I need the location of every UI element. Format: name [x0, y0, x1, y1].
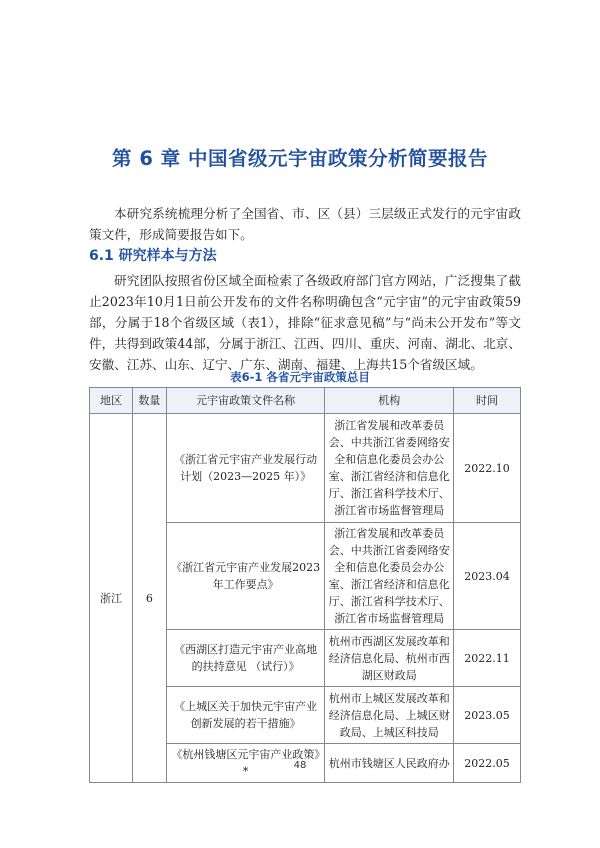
- date-cell: 2022.05: [454, 744, 521, 783]
- header-date: 时间: [454, 388, 521, 414]
- header-count: 数量: [132, 388, 166, 414]
- agency-cell: 杭州市钱塘区人民政府办: [325, 744, 454, 783]
- region-cell: 浙江: [90, 414, 133, 783]
- count-cell: 6: [132, 414, 166, 783]
- table-header-row: [90, 388, 521, 414]
- intro-paragraph: 本研究系统梳理分析了全国省、市、区（县）三层级正式发行的元宇宙政策文件，形成简要报告如下。: [89, 206, 521, 242]
- table-row: [90, 414, 521, 523]
- date-cell: 2023.05: [454, 687, 521, 744]
- doc-name-cell: 《杭州钱塘区元宇宙产业政策》*: [166, 744, 325, 783]
- agency-cell: 浙江省发展和改革委员会、中共浙江省委网络安全和信息化委员会办公室、浙江省经济和信息化厅、浙江省科学技术厅、浙江省市场监督管理局: [325, 414, 454, 523]
- section-body-paragraph: 研究团队按照省份区域全面检索了各级政府部门官方网站，广泛搜集了截止2023年10月1日前公开发布的文件名称明确包含“元宇宙”的元宇宙政策59部，分属于18个省级区域（表1），排除“征求意见稿”与“尚未公开发布”等文件，共得到政策44部，分属于浙江、江西、四川、重庆、河南、湖北、北京、安徽、江苏、山东、辽宁、广东、湖南、福建、上海共15个省级区域。: [89, 273, 521, 372]
- date-cell: 2023.04: [454, 523, 521, 630]
- agency-cell: 杭州市上城区发展改革和经济信息化局、上城区财政局、上城区科技局: [325, 687, 454, 744]
- header-agency: 机构: [325, 388, 454, 414]
- agency-cell: 杭州市西湖区发展改革和经济信息化局、杭州市西湖区财政局: [325, 630, 454, 687]
- doc-name-cell: 《上城区关于加快元宇宙产业创新发展的若干措施》: [166, 687, 325, 744]
- date-cell: 2022.11: [454, 630, 521, 687]
- date-cell: 2022.10: [454, 414, 521, 523]
- agency-cell: 浙江省发展和改革委员会、中共浙江省委网络安全和信息化委员会办公室、浙江省经济和信息化厅、浙江省科学技术厅、浙江省市场监督管理局: [325, 523, 454, 630]
- doc-name-cell: 《浙江省元宇宙产业发展2023年工作要点》: [166, 523, 325, 630]
- table-caption: 表6-1 各省元宇宙政策总目: [230, 370, 370, 384]
- doc-name-cell: 《浙江省元宇宙产业发展行动计划（2023—2025 年）》: [166, 414, 325, 523]
- doc-name-cell: 《西湖区打造元宇宙产业高地的扶持意见 （试行）》: [166, 630, 325, 687]
- section-heading: 6.1 研究样本与方法: [89, 248, 217, 264]
- header-region: 地区: [90, 388, 133, 414]
- page-number: 48: [293, 760, 307, 771]
- header-docname: 元宇宙政策文件名称: [166, 388, 325, 414]
- chapter-title: 第 6 章 中国省级元宇宙政策分析简要报告: [112, 147, 488, 170]
- policy-table: [89, 387, 521, 783]
